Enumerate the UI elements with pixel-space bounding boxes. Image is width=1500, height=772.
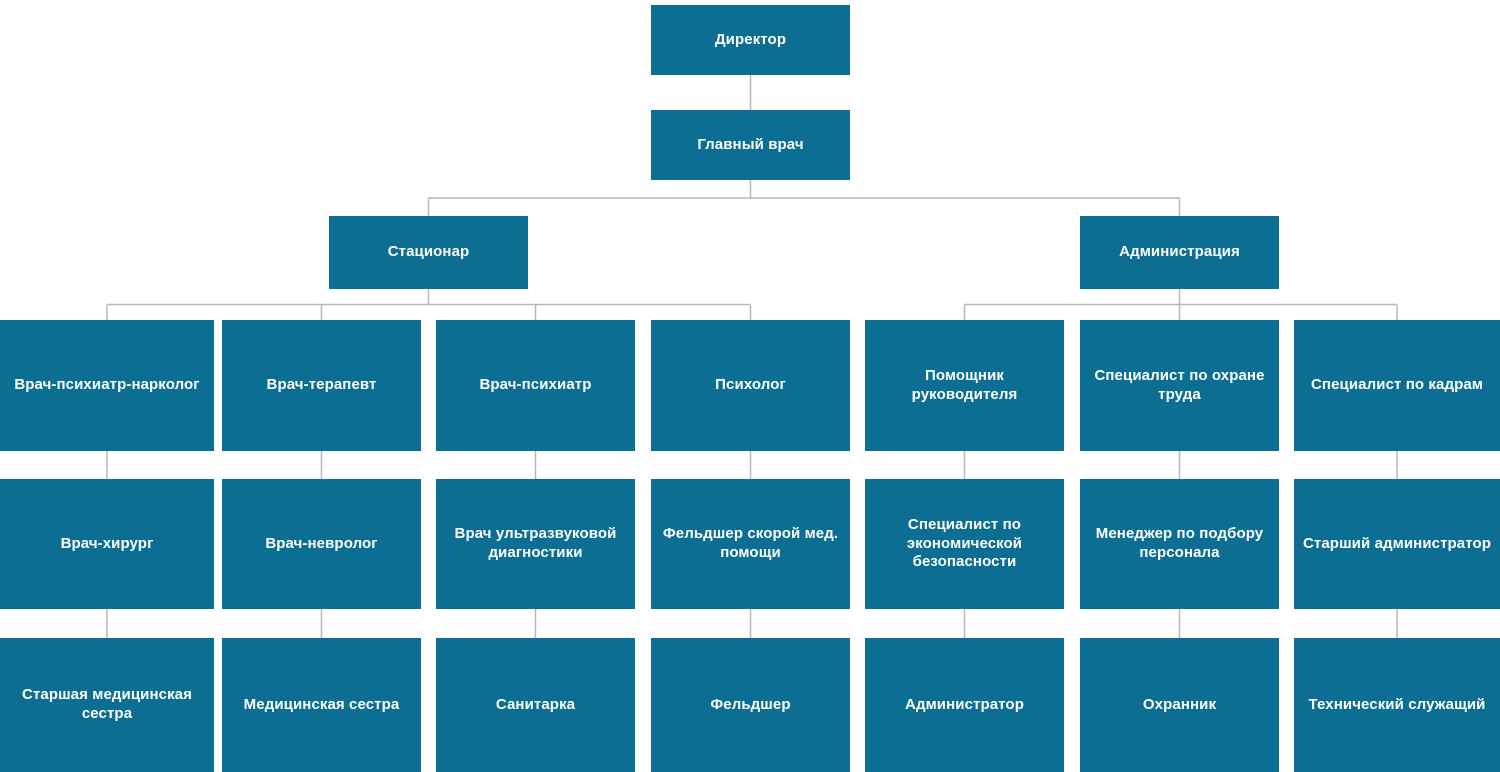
org-node-psychiatrist[interactable]: [436, 320, 635, 451]
org-node-label: Администратор: [905, 695, 1024, 713]
org-node-label: Психолог: [715, 376, 786, 394]
org-node-label: Директор: [714, 30, 787, 48]
org-node-label: Фельдшер: [710, 695, 791, 713]
org-node-label: Врач-хирург: [60, 534, 154, 552]
org-node-labour_safety[interactable]: [1080, 320, 1279, 451]
org-node-neurologist[interactable]: [222, 479, 421, 609]
org-node-nurse[interactable]: [222, 638, 421, 772]
org-node-label: Врач-невролог: [265, 534, 378, 552]
org-node-head_nurse[interactable]: [0, 638, 214, 772]
org-node-econ_security[interactable]: [865, 479, 1064, 609]
org-node-recruiter[interactable]: [1080, 479, 1279, 609]
org-node-senior_admin[interactable]: [1294, 479, 1500, 609]
org-node-label: Охранник: [1142, 695, 1217, 713]
org-node-label: Менеджер по подбору персонала: [1095, 525, 1264, 561]
org-node-hospital[interactable]: [329, 216, 528, 289]
org-node-label: Помощник руководителя: [911, 366, 1018, 403]
org-node-label: Главный врач: [697, 135, 804, 153]
org-node-label: Врач-психиатр: [479, 376, 592, 394]
org-node-therapist[interactable]: [222, 320, 421, 451]
org-node-label: Специалист по охране труда: [1094, 366, 1265, 403]
org-node-administration[interactable]: [1080, 216, 1279, 289]
org-node-label: Специалист по экономической безопасности: [906, 515, 1023, 571]
org-node-label: Санитарка: [495, 695, 576, 713]
org-node-orderly[interactable]: [436, 638, 635, 772]
org-node-technician[interactable]: [1294, 638, 1500, 772]
org-node-label: Старший администратор: [1302, 534, 1492, 552]
org-node-psychologist[interactable]: [651, 320, 850, 451]
org-node-label: Технический служащий: [1308, 695, 1486, 713]
org-node-label: Врач-терапевт: [266, 376, 377, 394]
org-node-chief_doctor[interactable]: [651, 110, 850, 180]
org-node-administrator[interactable]: [865, 638, 1064, 772]
org-node-label: Медицинская сестра: [243, 695, 400, 713]
org-node-label: Стационар: [387, 243, 470, 261]
org-node-psych_narc[interactable]: [0, 320, 214, 451]
org-node-label: Врач-психиатр-нарколог: [14, 376, 200, 394]
org-node-ambulance_fp[interactable]: [651, 479, 850, 609]
org-node-label: Старшая медицинская сестра: [22, 686, 192, 722]
org-node-label: Врач ультразвуковой диагностики: [454, 525, 617, 561]
org-node-guard[interactable]: [1080, 638, 1279, 772]
org-node-assistant_head[interactable]: [865, 320, 1064, 451]
org-node-label: Специалист по кадрам: [1311, 376, 1483, 394]
org-node-paramedic[interactable]: [651, 638, 850, 772]
org-node-label: Фельдшер скорой мед. помощи: [662, 525, 839, 561]
org-node-label: Администрация: [1119, 243, 1240, 261]
org-node-director[interactable]: [651, 5, 850, 75]
org-node-surgeon[interactable]: [0, 479, 214, 609]
org-node-ultrasound[interactable]: [436, 479, 635, 609]
org-node-hr_specialist[interactable]: [1294, 320, 1500, 451]
